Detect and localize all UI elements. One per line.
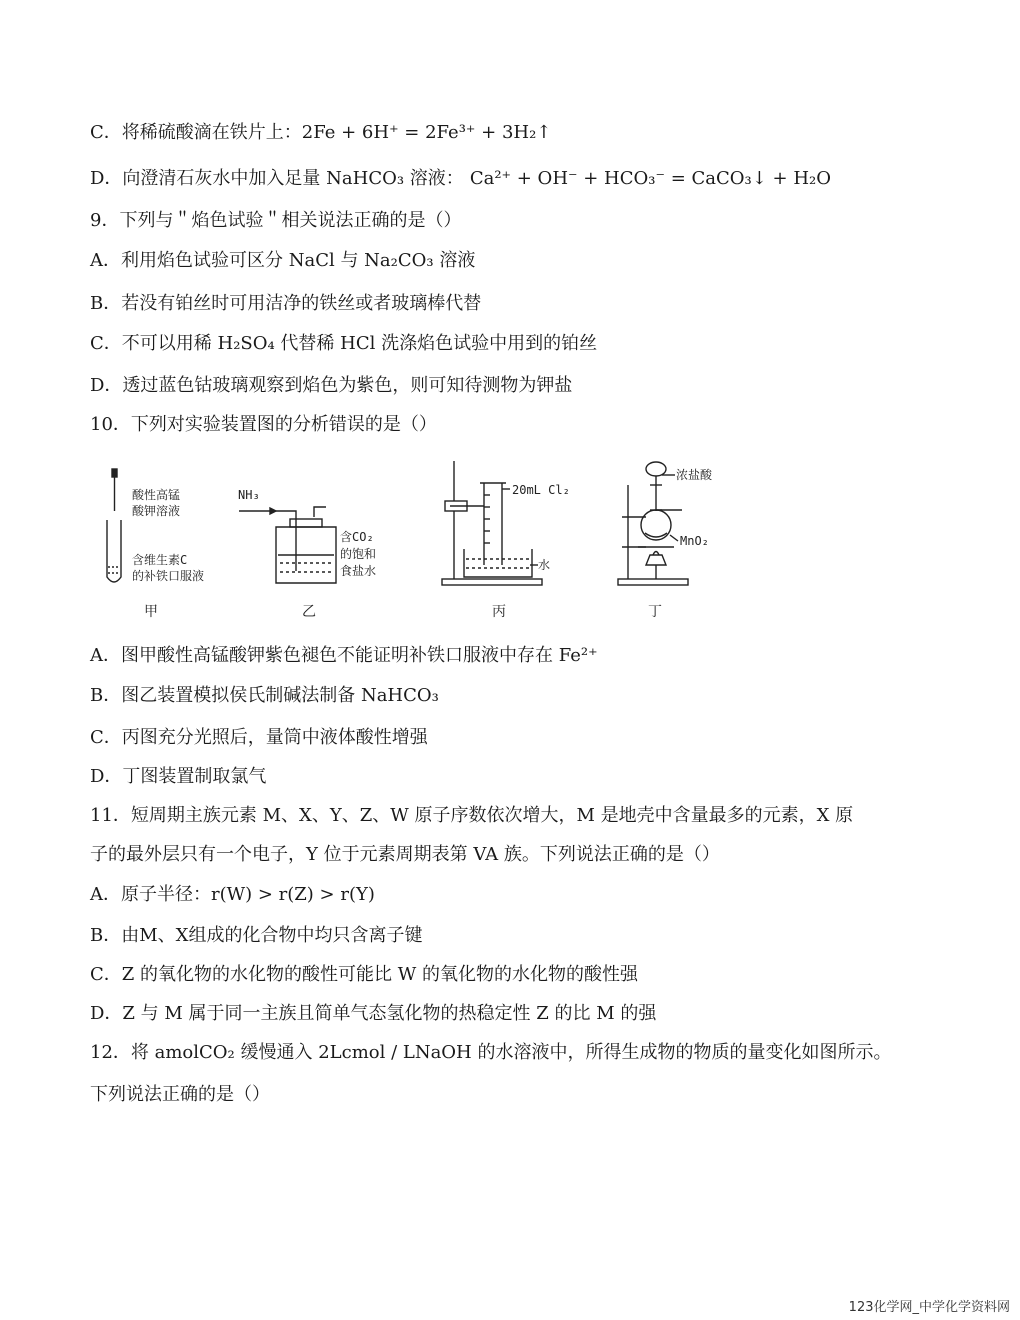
figure-jia [107, 469, 121, 582]
jia-label-4: 的补铁口服液 [132, 569, 205, 583]
question-8-option-c [90, 121, 551, 145]
question-11-stem-line-1: 11．短周期主族元素 M、X、Y、Z、W 原子序数依次增大，M 是地壳中含量最多的元素，X 原 [90, 805, 854, 826]
question-9-option-b: B．若没有铂丝时可用洁净的铁丝或者玻璃棒代替 [90, 293, 482, 314]
caption-bing: 丙 [492, 604, 506, 620]
question-9-option-a: A．利用焰色试验可区分 NaCl 与 Na₂CO₃ 溶液 [90, 250, 476, 271]
yi-label-1: 含CO₂ [340, 530, 374, 544]
question-11-stem-line-2: 子的最外层只有一个电子，Y 位于元素周期表第 VA 族。下列说法正确的是（） [90, 844, 720, 865]
bing-cl2-label: 20mL Cl₂ [512, 483, 570, 497]
question-10-option-c: C．丙图充分光照后，量筒中液体酸性增强 [90, 727, 428, 748]
yi-label-3: 食盐水 [340, 564, 377, 578]
yi-label-2: 的饱和 [340, 547, 377, 561]
question-9-option-d: D．透过蓝色钴玻璃观察到焰色为紫色，则可知待测物为钾盐 [90, 375, 573, 396]
q8-c-equation: 2Fe + 6H⁺ = 2Fe³⁺ + 3H₂↑ [301, 122, 552, 143]
question-9-option-c: C．不可以用稀 H₂SO₄ 代替稀 HCl 洗涤焰色试验中用到的铂丝 [90, 333, 598, 354]
question-10-stem: 10．下列对实验装置图的分析错误的是（） [90, 414, 437, 435]
caption-jia: 甲 [144, 604, 158, 620]
question-11-option-b: B．由M、X组成的化合物中均只含离子键 [90, 925, 423, 946]
question-11-option-c: C．Z 的氧化物的水化物的酸性可能比 W 的氧化物的水化物的酸性强 [90, 964, 638, 985]
ding-acid-label: 浓盐酸 [676, 468, 713, 482]
caption-ding: 丁 [648, 604, 662, 620]
q8-d-equation: Ca²⁺ + OH⁻ + HCO₃⁻ = CaCO₃↓ + H₂O [469, 168, 832, 189]
question-11-option-a: A．原子半径：r(W) > r(Z) > r(Y) [90, 884, 375, 905]
jia-label-1: 酸性高锰 [132, 488, 181, 502]
site-footer: 123化学网_中学化学资料网 [848, 1300, 1010, 1315]
question-12-stem-line-2: 下列说法正确的是（） [90, 1084, 270, 1105]
question-8-option-d [90, 167, 831, 191]
question-10-option-d: D．丁图装置制取氯气 [90, 766, 267, 787]
apparatus-figure [90, 455, 770, 630]
question-10-option-a: A．图甲酸性高锰酸钾紫色褪色不能证明补铁口服液中存在 Fe²⁺ [90, 645, 598, 666]
jia-label-2: 酸钾溶液 [132, 504, 181, 518]
question-9-stem: 9．下列与＂焰色试验＂相关说法正确的是（） [90, 210, 462, 231]
caption-yi: 乙 [302, 604, 316, 620]
yi-nh3-label: NH₃ [238, 488, 260, 502]
q8-c-label: C．将稀硫酸滴在铁片上： [90, 122, 302, 143]
question-12-stem-line-1: 12．将 amolCO₂ 缓慢通入 2Lcmol / LNaOH 的水溶液中，所得生成物的物质的量变化如图所示。 [90, 1042, 892, 1063]
q8-d-label: D．向澄清石灰水中加入足量 NaHCO₃ 溶液： [90, 168, 464, 189]
question-11-option-d: D．Z 与 M 属于同一主族且简单气态氢化物的热稳定性 Z 的比 M 的强 [90, 1003, 657, 1024]
jia-label-3: 含维生素C [132, 553, 188, 567]
bing-water-label: 水 [538, 558, 551, 572]
figure-yi [239, 507, 336, 583]
question-10-option-b: B．图乙装置模拟侯氏制碱法制备 NaHCO₃ [90, 685, 439, 706]
ding-mno2-label: MnO₂ [680, 534, 709, 548]
figure-bing [442, 461, 542, 585]
